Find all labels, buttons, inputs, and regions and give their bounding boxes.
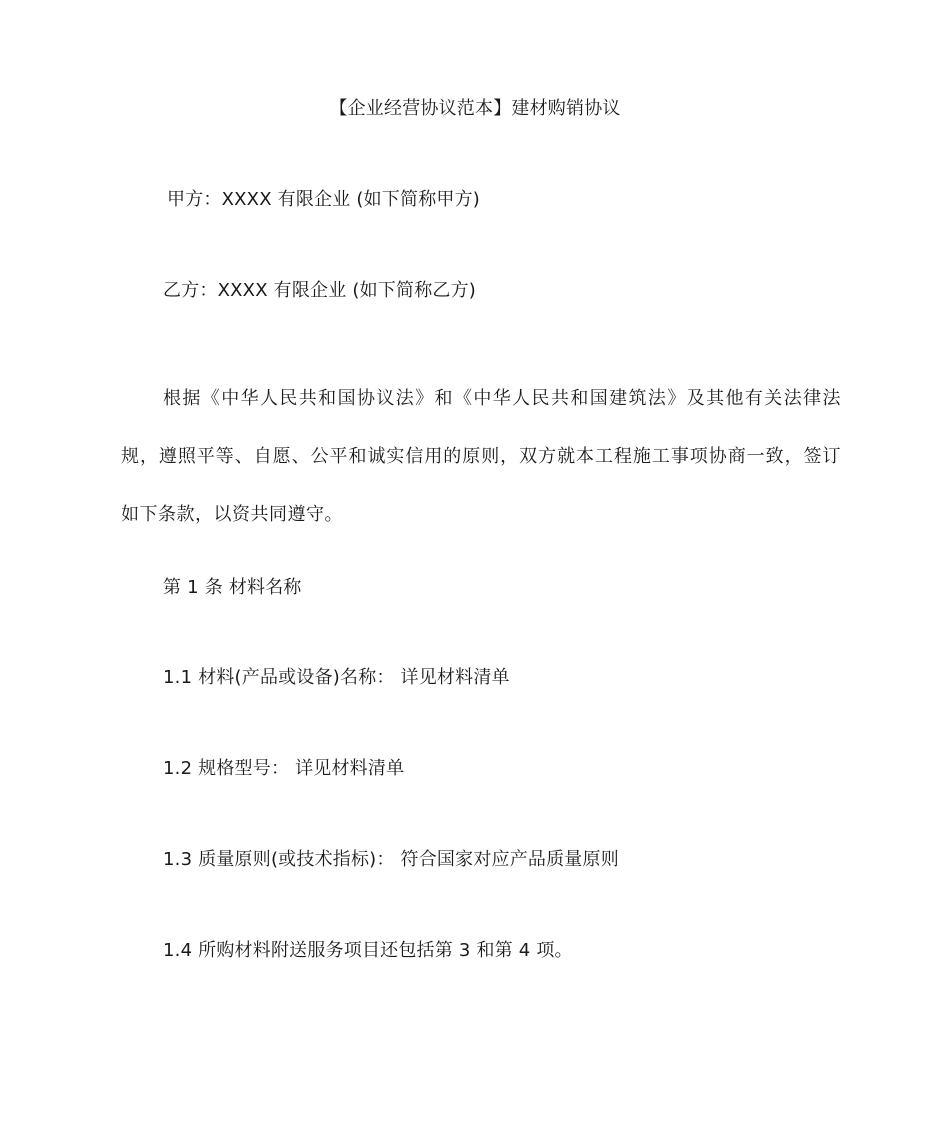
party-a-line: 甲方：XXXX 有限企业 (如下简称甲方) bbox=[167, 189, 481, 210]
article-1-heading: 第 1 条 材料名称 bbox=[163, 577, 302, 598]
preamble-paragraph: 根据《中华人民共和国协议法》和《中华人民共和国建筑法》及其他有关法律法规，遵照平等、自愿、公平和诚实信用的原则，双方就本工程施工事项协商一致，签订如下条款，以资共同遵守。 bbox=[121, 388, 841, 525]
clause-1-1: 1.1 材料(产品或设备)名称： 详见材料清单 bbox=[163, 667, 510, 688]
document-title: 【企业经营协议范本】建材购销协议 bbox=[329, 98, 621, 119]
party-b-line: 乙方：XXXX 有限企业 (如下简称乙方) bbox=[163, 280, 477, 301]
clause-1-2: 1.2 规格型号： 详见材料清单 bbox=[163, 758, 405, 779]
clause-1-4: 1.4 所购材料附送服务项目还包括第 3 和第 4 项。 bbox=[163, 940, 573, 961]
clause-1-3: 1.3 质量原则(或技术指标)： 符合国家对应产品质量原则 bbox=[163, 849, 619, 870]
